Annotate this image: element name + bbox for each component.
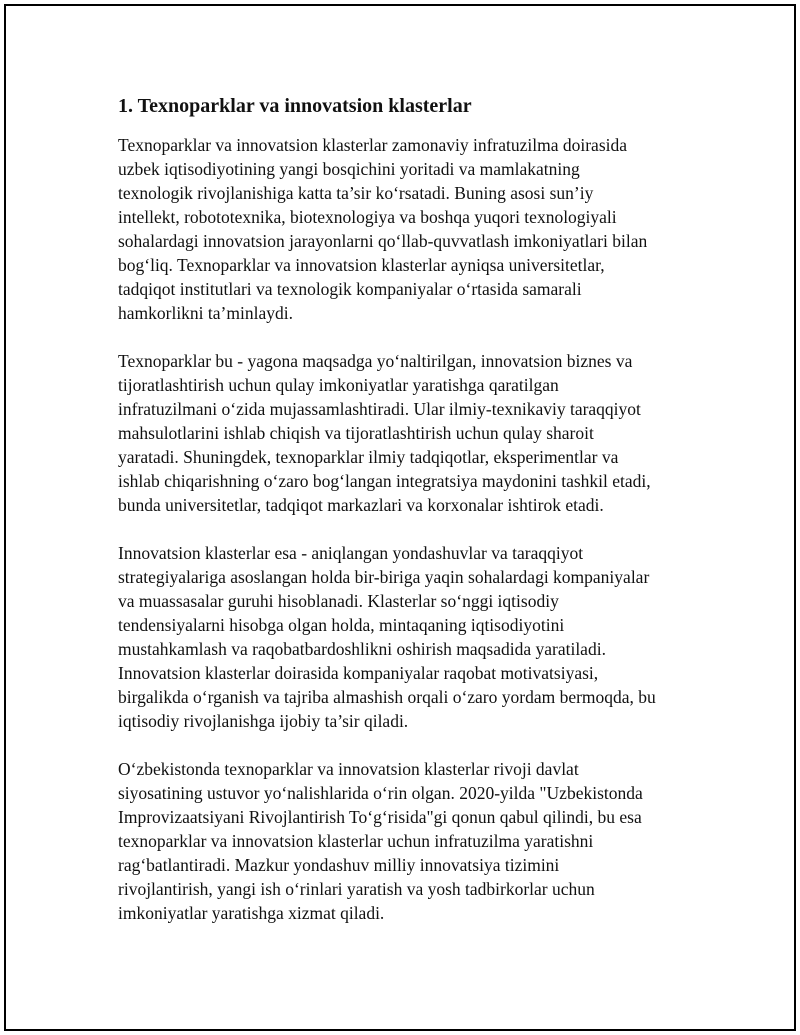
text-line: ishlab chiqarishning o‘zaro bog‘langan integratsiya maydonini tashkil etadi,	[118, 471, 651, 491]
text-line: hamkorlikni ta’minlaydi.	[118, 303, 293, 323]
text-line: O‘zbekistonda texnoparklar va innovatsion klasterlar rivoji davlat	[118, 759, 579, 779]
text-line: Texnoparklar va innovatsion klasterlar zamonaviy infratuzilma doirasida	[118, 135, 628, 155]
text-line: mustahkamlash va raqobatbardoshlikni oshirish maqsadida yaratiladi.	[118, 639, 606, 659]
text-line: infratuzilmani o‘zida mujassamlashtiradi. Ular ilmiy-texnikaviy taraqqiyot	[118, 399, 641, 419]
paragraph-2	[118, 349, 698, 517]
text-line: Improvizaatsiyani Rivojlantirish To‘g‘risida"gi qonun qabul qilindi, bu esa	[118, 807, 642, 827]
text-line: Innovatsion klasterlar esa - aniqlangan yondashuvlar va taraqqiyot	[118, 543, 584, 563]
section-heading: 1. Texnoparklar va innovatsion klasterlar	[118, 95, 472, 117]
text-line: tendensiyalarni hisobga olgan holda, mintaqaning iqtisodiyotini	[118, 615, 565, 635]
text-line: siyosatining ustuvor yo‘nalishlarida o‘rin olgan. 2020-yilda "Uzbekistonda	[118, 783, 643, 803]
document-body	[118, 93, 698, 949]
text-line: yaratadi. Shuningdek, texnoparklar ilmiy tadqiqotlar, eksperimentlar va	[118, 447, 619, 467]
text-line: va muassasalar guruhi hisoblanadi. Klasterlar so‘nggi iqtisodiy	[118, 591, 559, 611]
text-line: imkoniyatlar yaratishga xizmat qiladi.	[118, 903, 385, 923]
text-line: iqtisodiy rivojlanishga ijobiy ta’sir qiladi.	[118, 711, 409, 731]
text-line: birgalikda o‘rganish va tajriba almashish orqali o‘zaro yordam bermoqda, bu	[118, 687, 656, 707]
text-line: rag‘batlantiradi. Mazkur yondashuv milliy innovatsiya tizimini	[118, 855, 560, 875]
text-line: texnoparklar va innovatsion klasterlar uchun infratuzilma yaratishni	[118, 831, 594, 851]
paragraph-1	[118, 133, 698, 325]
text-line: rivojlantirish, yangi ish o‘rinlari yaratish va yosh tadbirkorlar uchun	[118, 879, 595, 899]
text-line: intellekt, robototexnika, biotexnologiya va boshqa yuqori texnologiyali	[118, 207, 617, 227]
text-line: bog‘liq. Texnoparklar va innovatsion klasterlar ayniqsa universitetlar,	[118, 255, 605, 275]
text-line: mahsulotlarini ishlab chiqish va tijoratlashtirish uchun qulay sharoit	[118, 423, 594, 443]
paragraph-4	[118, 757, 698, 925]
text-line: strategiyalariga asoslangan holda bir-biriga yaqin sohalardagi kompaniyalar	[118, 567, 650, 587]
text-line: bunda universitetlar, tadqiqot markazlari va korxonalar ishtirok etadi.	[118, 495, 604, 515]
text-line: tijoratlashtirish uchun qulay imkoniyatlar yaratishga qaratilgan	[118, 375, 559, 395]
text-line: tadqiqot institutlari va texnologik kompaniyalar o‘rtasida samarali	[118, 279, 582, 299]
text-line: Innovatsion klasterlar doirasida kompaniyalar raqobat motivatsiyasi,	[118, 663, 599, 683]
text-line: texnologik rivojlanishiga katta ta’sir ko‘rsatadi. Buning asosi sun’iy	[118, 183, 594, 203]
text-line: uzbek iqtisodiyotining yangi bosqichini yoritadi va mamlakatning	[118, 159, 580, 179]
paragraph-3	[118, 541, 698, 733]
text-line: sohalardagi innovatsion jarayonlarni qo‘llab-quvvatlash imkoniyatlari bilan	[118, 231, 648, 251]
text-line: Texnoparklar bu - yagona maqsadga yo‘naltirilgan, innovatsion biznes va	[118, 351, 633, 371]
